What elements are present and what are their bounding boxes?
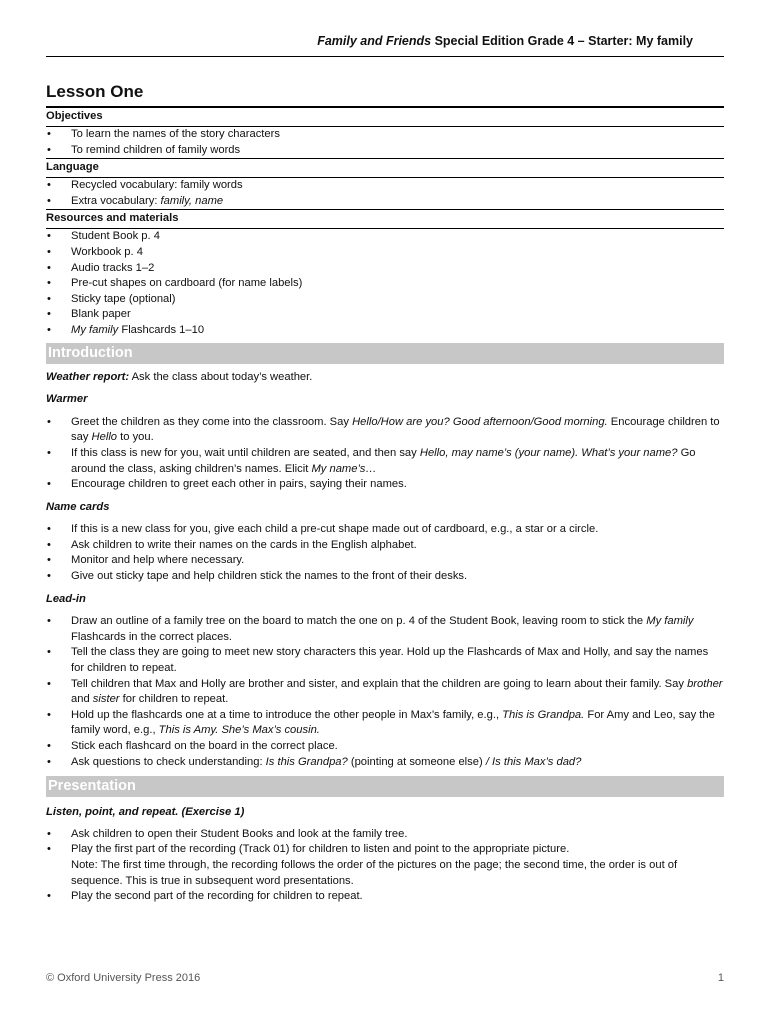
item-text: Go around the class, asking children’s names. Elicit [71,446,696,475]
footer-copyright: © Oxford University Press 2016 [46,972,201,984]
item-italic-text: Hello, may name’s (your name). What’s your name? [419,446,678,459]
list-item [46,323,724,339]
list-item: • Stick each flashcard on the board in the correct place. [46,739,724,755]
item-italic-text: This is Amy. She’s Max’s cousin. [158,724,320,737]
list-item: • Sticky tape (optional) [46,292,724,308]
list-item [46,194,724,210]
list-item [46,708,724,739]
weather-text: Ask the class about today’s weather. [129,370,313,383]
item-italic-text: family, name [160,194,224,207]
item-italic-text: brother [687,677,723,690]
item-italic-text: Is this Grandpa? [265,755,348,768]
item-text: Extra vocabulary: [71,194,161,207]
item-italic-text: My name’s… [311,462,377,475]
item-text: Play the first part of the recording (Track 01) for children to listen and point to the appropriate picture. [71,843,570,856]
warmer-list [46,415,724,493]
list-item: • Ask children to open their Student Books and look at the family tree. [46,827,724,843]
page-number: 1 [717,972,724,984]
list-item: • Student Book p. 4 [46,229,724,245]
language-list [46,178,724,209]
weather-label: Weather report: [46,370,130,383]
list-item [46,614,724,645]
list-item: • Encourage children to greet each other in pairs, saying their names. [46,477,724,493]
item-italic-text: My family [646,615,694,628]
item-text: to you. [117,431,154,444]
presentation-subheading: Listen, point, and repeat. (Exercise 1) [46,806,245,819]
list-item [46,415,724,446]
list-item: • Tell the class they are going to meet new story characters this year. Hold up the Flashcards of Max and Holly, and say the names for children to repeat. [46,645,724,676]
name-cards-list [46,522,724,584]
warmer-heading: Warmer [46,393,88,406]
header-title-rest: Special Edition Grade 4 – Starter: My family [431,34,693,48]
list-item: • To learn the names of the story characters [46,127,724,143]
header-rule [46,56,724,57]
item-text: Encourage children to say [71,415,720,444]
item-text: for children to repeat. [119,693,229,706]
lesson-content [46,82,724,905]
list-item: • Monitor and help where necessary. [46,553,724,569]
list-item [46,755,724,771]
lesson-title: Lesson One [46,82,144,101]
item-text: (pointing at someone else) [347,755,486,768]
item-text: If this class is new for you, wait until children are seated, and then say [71,446,420,459]
list-item: • Audio tracks 1–2 [46,261,724,277]
introduction-band: Introduction [46,343,724,364]
item-italic-text: / Is this Max’s dad? [485,755,582,768]
name-cards-heading: Name cards [46,500,110,513]
list-item: • Give out sticky tape and help children stick the names to the front of their desks. [46,569,724,585]
list-item: • Recycled vocabulary: family words [46,178,724,194]
running-header [300,34,693,48]
item-note: Note: The first time through, the recording follows the order of the pictures on the page; the second time, the order is out of sequence. This is true in subsequent word presentations. [71,858,678,887]
item-text: Ask questions to check understanding: [71,755,266,768]
item-text: Greet the children as they come into the classroom. Say [71,415,353,428]
item-text: For Amy and Leo, say the family word, e.g., [71,708,715,737]
list-item: • Blank paper [46,307,724,323]
item-text: Hold up the flashcards one at a time to introduce the other people in Max’s family, e.g., [71,708,503,721]
list-item [46,677,724,708]
item-text: and [71,693,93,706]
list-item: • Play the second part of the recording for children to repeat. [46,889,724,905]
item-italic-text: This is Grandpa. [502,708,585,721]
resources-heading: Resources and materials [46,209,724,229]
list-item: • Workbook p. 4 [46,245,724,261]
lead-in-list [46,614,724,770]
list-item: • To remind children of family words [46,143,724,159]
list-item: • Ask children to write their names on the cards in the English alphabet. [46,538,724,554]
objectives-list [46,127,724,158]
item-text: Tell children that Max and Holly are brother and sister, and explain that the children are going to learn about their family. Say [71,677,688,690]
presentation-list [46,827,724,905]
resources-list [46,229,724,338]
language-heading: Language [46,158,724,178]
item-text: Flashcards in the correct places. [71,630,233,643]
objectives-heading: Objectives [46,106,724,127]
lead-in-heading: Lead-in [46,592,86,605]
header-title-italic: Family and Friends [317,34,432,48]
item-italic-text: Hello/How are you? Good afternoon/Good morning. [352,415,608,428]
presentation-band: Presentation [46,776,724,797]
item-text: Draw an outline of a family tree on the board to match the one on p. 4 of the Student Book, leaving room to stick the [71,615,647,628]
list-item [46,842,724,889]
list-item: • If this is a new class for you, give each child a pre-cut shape made out of cardboard, e.g., a star or a circle. [46,522,724,538]
item-text: Flashcards 1–10 [118,323,205,336]
list-item: • Pre-cut shapes on cardboard (for name labels) [46,276,724,292]
list-item [46,446,724,477]
weather-report [46,370,724,386]
item-italic-text: sister [92,693,120,706]
item-italic-text: Hello [91,431,118,444]
item-italic-text: My family [71,323,119,336]
